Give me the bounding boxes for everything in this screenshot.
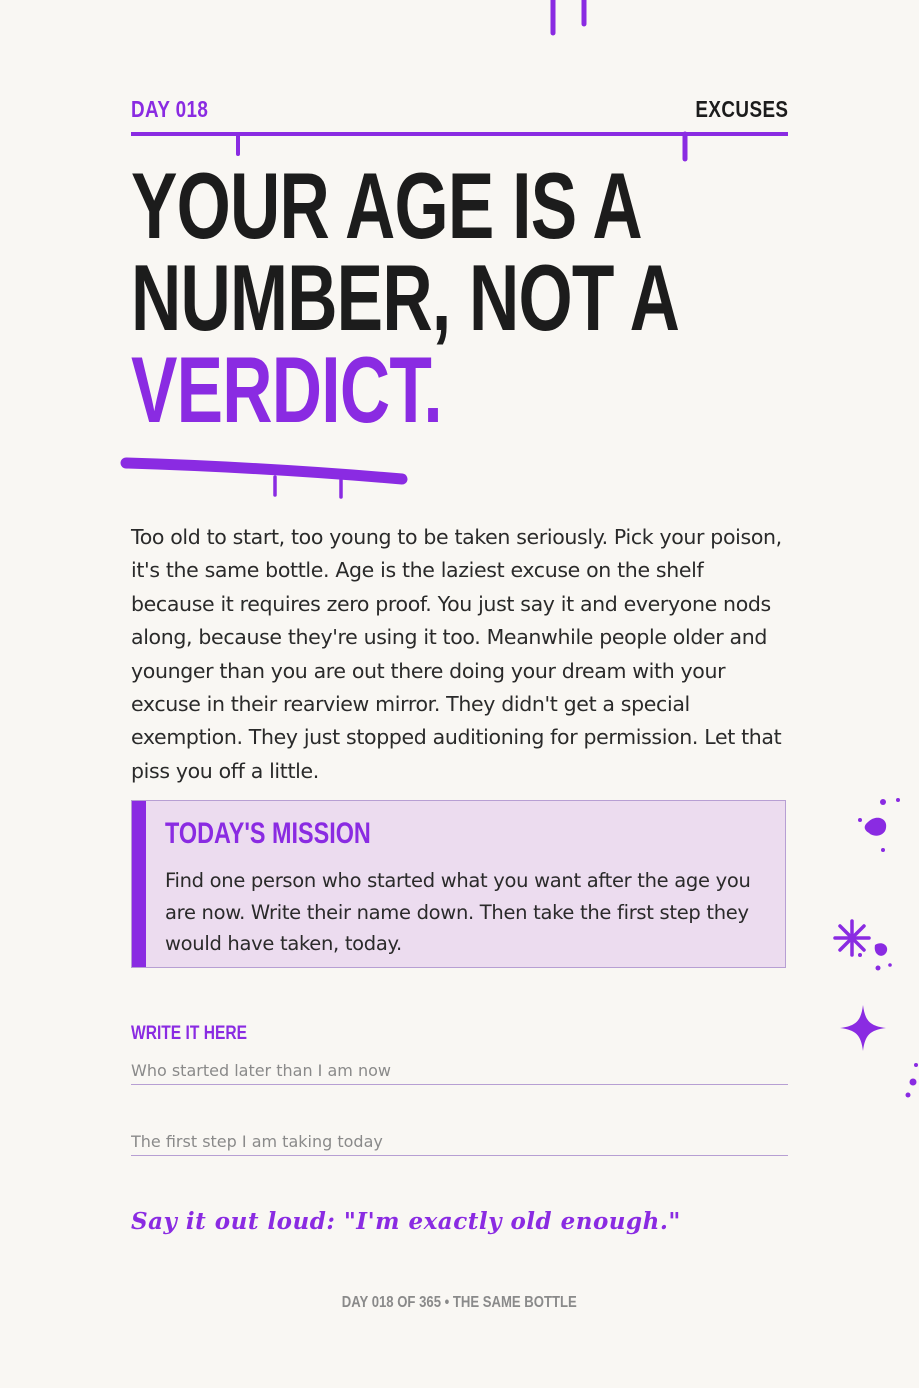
top-drip-decoration	[540, 0, 600, 40]
footer-text: DAY 018 OF 365 • THE SAME BOTTLE	[341, 1294, 577, 1311]
title-line-2: NUMBER, NOT A	[131, 245, 680, 350]
mission-box	[131, 800, 786, 968]
mission-title: TODAY'S MISSION	[165, 817, 371, 850]
footer	[0, 1294, 919, 1312]
sparkle-icon	[840, 1005, 886, 1051]
affirmation-text: Say it out loud: "I'm exactly old enough."	[131, 1208, 681, 1235]
who-started-later-field[interactable]	[131, 1056, 788, 1085]
mission-text: Find one person who started what you want after the age you are now. Write their name down. Then take the first step they would have taken, today.	[165, 869, 751, 955]
asterisk-icon	[832, 918, 872, 958]
title-line-3: VERDICT.	[131, 337, 443, 442]
brush-underline	[120, 455, 415, 503]
day-label: DAY 018	[131, 96, 209, 122]
body-paragraph: Too old to start, too young to be taken seriously. Pick your poison, it's the same bottle. Age is the laziest excuse on the shelf because it requires zero proof. You just say it and everyone nods along, because they're using it too. Meanwhile people older and younger than you are out there doing your dream with your excuse in their rearview mirror. They didn't get a special exemption. They just stopped auditioning for permission. Let that piss you off a little.	[131, 525, 782, 783]
first-step-field[interactable]	[131, 1127, 788, 1156]
category-label: EXCUSES	[694, 96, 788, 122]
mission-accent-bar	[132, 801, 146, 967]
title-line-1: YOUR AGE IS A	[131, 153, 642, 258]
write-it-here-label: WRITE IT HERE	[131, 1023, 247, 1044]
page-title	[131, 153, 797, 442]
